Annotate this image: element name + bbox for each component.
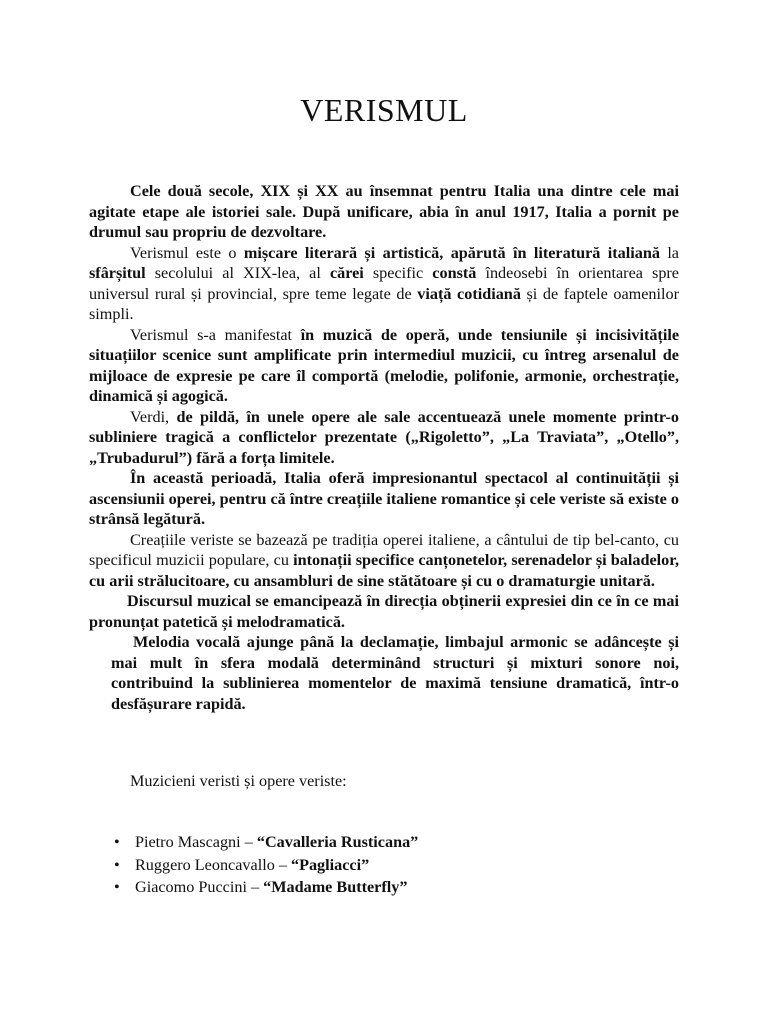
opera-title: “Pagliacci”: [290, 855, 370, 874]
paragraph-6: [89, 530, 679, 592]
paragraph-4: [89, 407, 679, 469]
paragraph-2-text-k: și de faptele oamenilor simpli.: [89, 284, 679, 323]
document-title: VERISMUL: [300, 92, 468, 128]
paragraph-7: [89, 591, 679, 632]
paragraph-5-text: În această perioadă, Italia oferă impresionantul spectacol al continuității și ascensiunii operei, pentru că între creațiile italiene romantice și cele veriste să existe o strânsă legătură.: [89, 469, 679, 528]
paragraph-2-text-i: îndeosebi în orientarea spre universul rural și provincial, spre teme legate de: [89, 264, 679, 303]
paragraph-1-text: Cele două secole, XIX și XX au însemnat pentru Italia una dintre cele mai agitate etape ale istoriei sale. După unificare, abia în anul 1917, Italia a pornit pe drumul sau propriu de dezvoltare.: [89, 182, 679, 241]
opera-title: “Madame Butterfly”: [263, 878, 408, 896]
bullet-icon: •: [114, 878, 120, 896]
paragraph-2-text-f: cărei: [329, 264, 364, 282]
paragraph-2-text-a: Verismul este o: [130, 243, 244, 262]
paragraph-5: [89, 468, 679, 530]
list-item: [110, 831, 418, 854]
section-subheading: Muzicieni veristi și opere veriste:: [130, 772, 347, 790]
paragraph-2-text-e: secolului al XIX-lea, al: [145, 264, 330, 282]
paragraph-8: [111, 632, 679, 714]
paragraph-2-text-h: constă: [432, 264, 477, 282]
list-item: [110, 876, 418, 899]
paragraph-2-text-c: la: [659, 243, 679, 262]
paragraph-2: [89, 243, 679, 325]
paragraph-2-text-j: viață cotidiană: [417, 284, 521, 303]
composers-list: [110, 831, 418, 899]
paragraph-3-text-b: în muzică de operă, unde tensiunile și incisivitățile situațiilor scenice sunt amplificate prin intermediul muzicii, cu întreg arsenalul de mijloace de expresie pe care îl comportă (melodie, polifonie, armonie, orchestrație, dinamică și agogică.: [89, 325, 680, 405]
opera-title: “Cavalleria Rusticana”: [256, 833, 419, 851]
bullet-icon: •: [114, 855, 120, 874]
bullet-icon: •: [114, 833, 120, 851]
paragraph-6-text-b: intonații specifice canțonetelor, serenadelor și baladelor, cu arii strălucitoare, cu ansambluri de sine stătătoare și cu o dramaturgie unitară.: [89, 551, 680, 590]
paragraph-4-text-b: de pildă, în unele opere ale sale accentuează unele momente printr-o subliniere tragică a conflictelor prezentate („Rigoletto”, „La Traviata”, „Otello”, „Trubadurul”) fără a forța limitele.: [89, 407, 680, 467]
paragraph-8-text: Melodia vocală ajunge până la declamație, limbajul armonic se adâncește și mai mult în sfera modală determinând structuri și mixturi sonore noi, contribuind la sublinierea momentelor de maximă tensiune dramatică, într-o desfășurare rapidă.: [111, 633, 679, 713]
paragraph-3-text-a: Verismul s-a manifestat: [130, 325, 301, 344]
document-body: [89, 181, 679, 714]
paragraph-2-text-d: sfârșitul: [89, 264, 146, 282]
list-item: [110, 854, 418, 877]
paragraph-6-text-a: Creațiile veriste se bazează pe tradiția operei italiene, a cântului de tip bel-canto, cu specificul muzicii populare, cu: [89, 530, 679, 569]
paragraph-2-text-g: specific: [363, 264, 433, 282]
composer-name: Ruggero Leoncavallo –: [135, 855, 291, 874]
paragraph-7-text: Discursul muzical se emancipează în direcția obținerii expresiei din ce în ce mai pronunțat patetică și melodramatică.: [89, 592, 679, 631]
paragraph-2-text-b: mișcare literară și artistică, apărută în literatură italiană: [243, 243, 660, 262]
paragraph-4-text-a: Verdi,: [130, 407, 177, 426]
composer-name: Pietro Mascagni –: [135, 833, 257, 851]
paragraph-3: [89, 325, 679, 407]
paragraph-1: [89, 181, 679, 243]
composer-name: Giacomo Puccini –: [135, 878, 264, 896]
